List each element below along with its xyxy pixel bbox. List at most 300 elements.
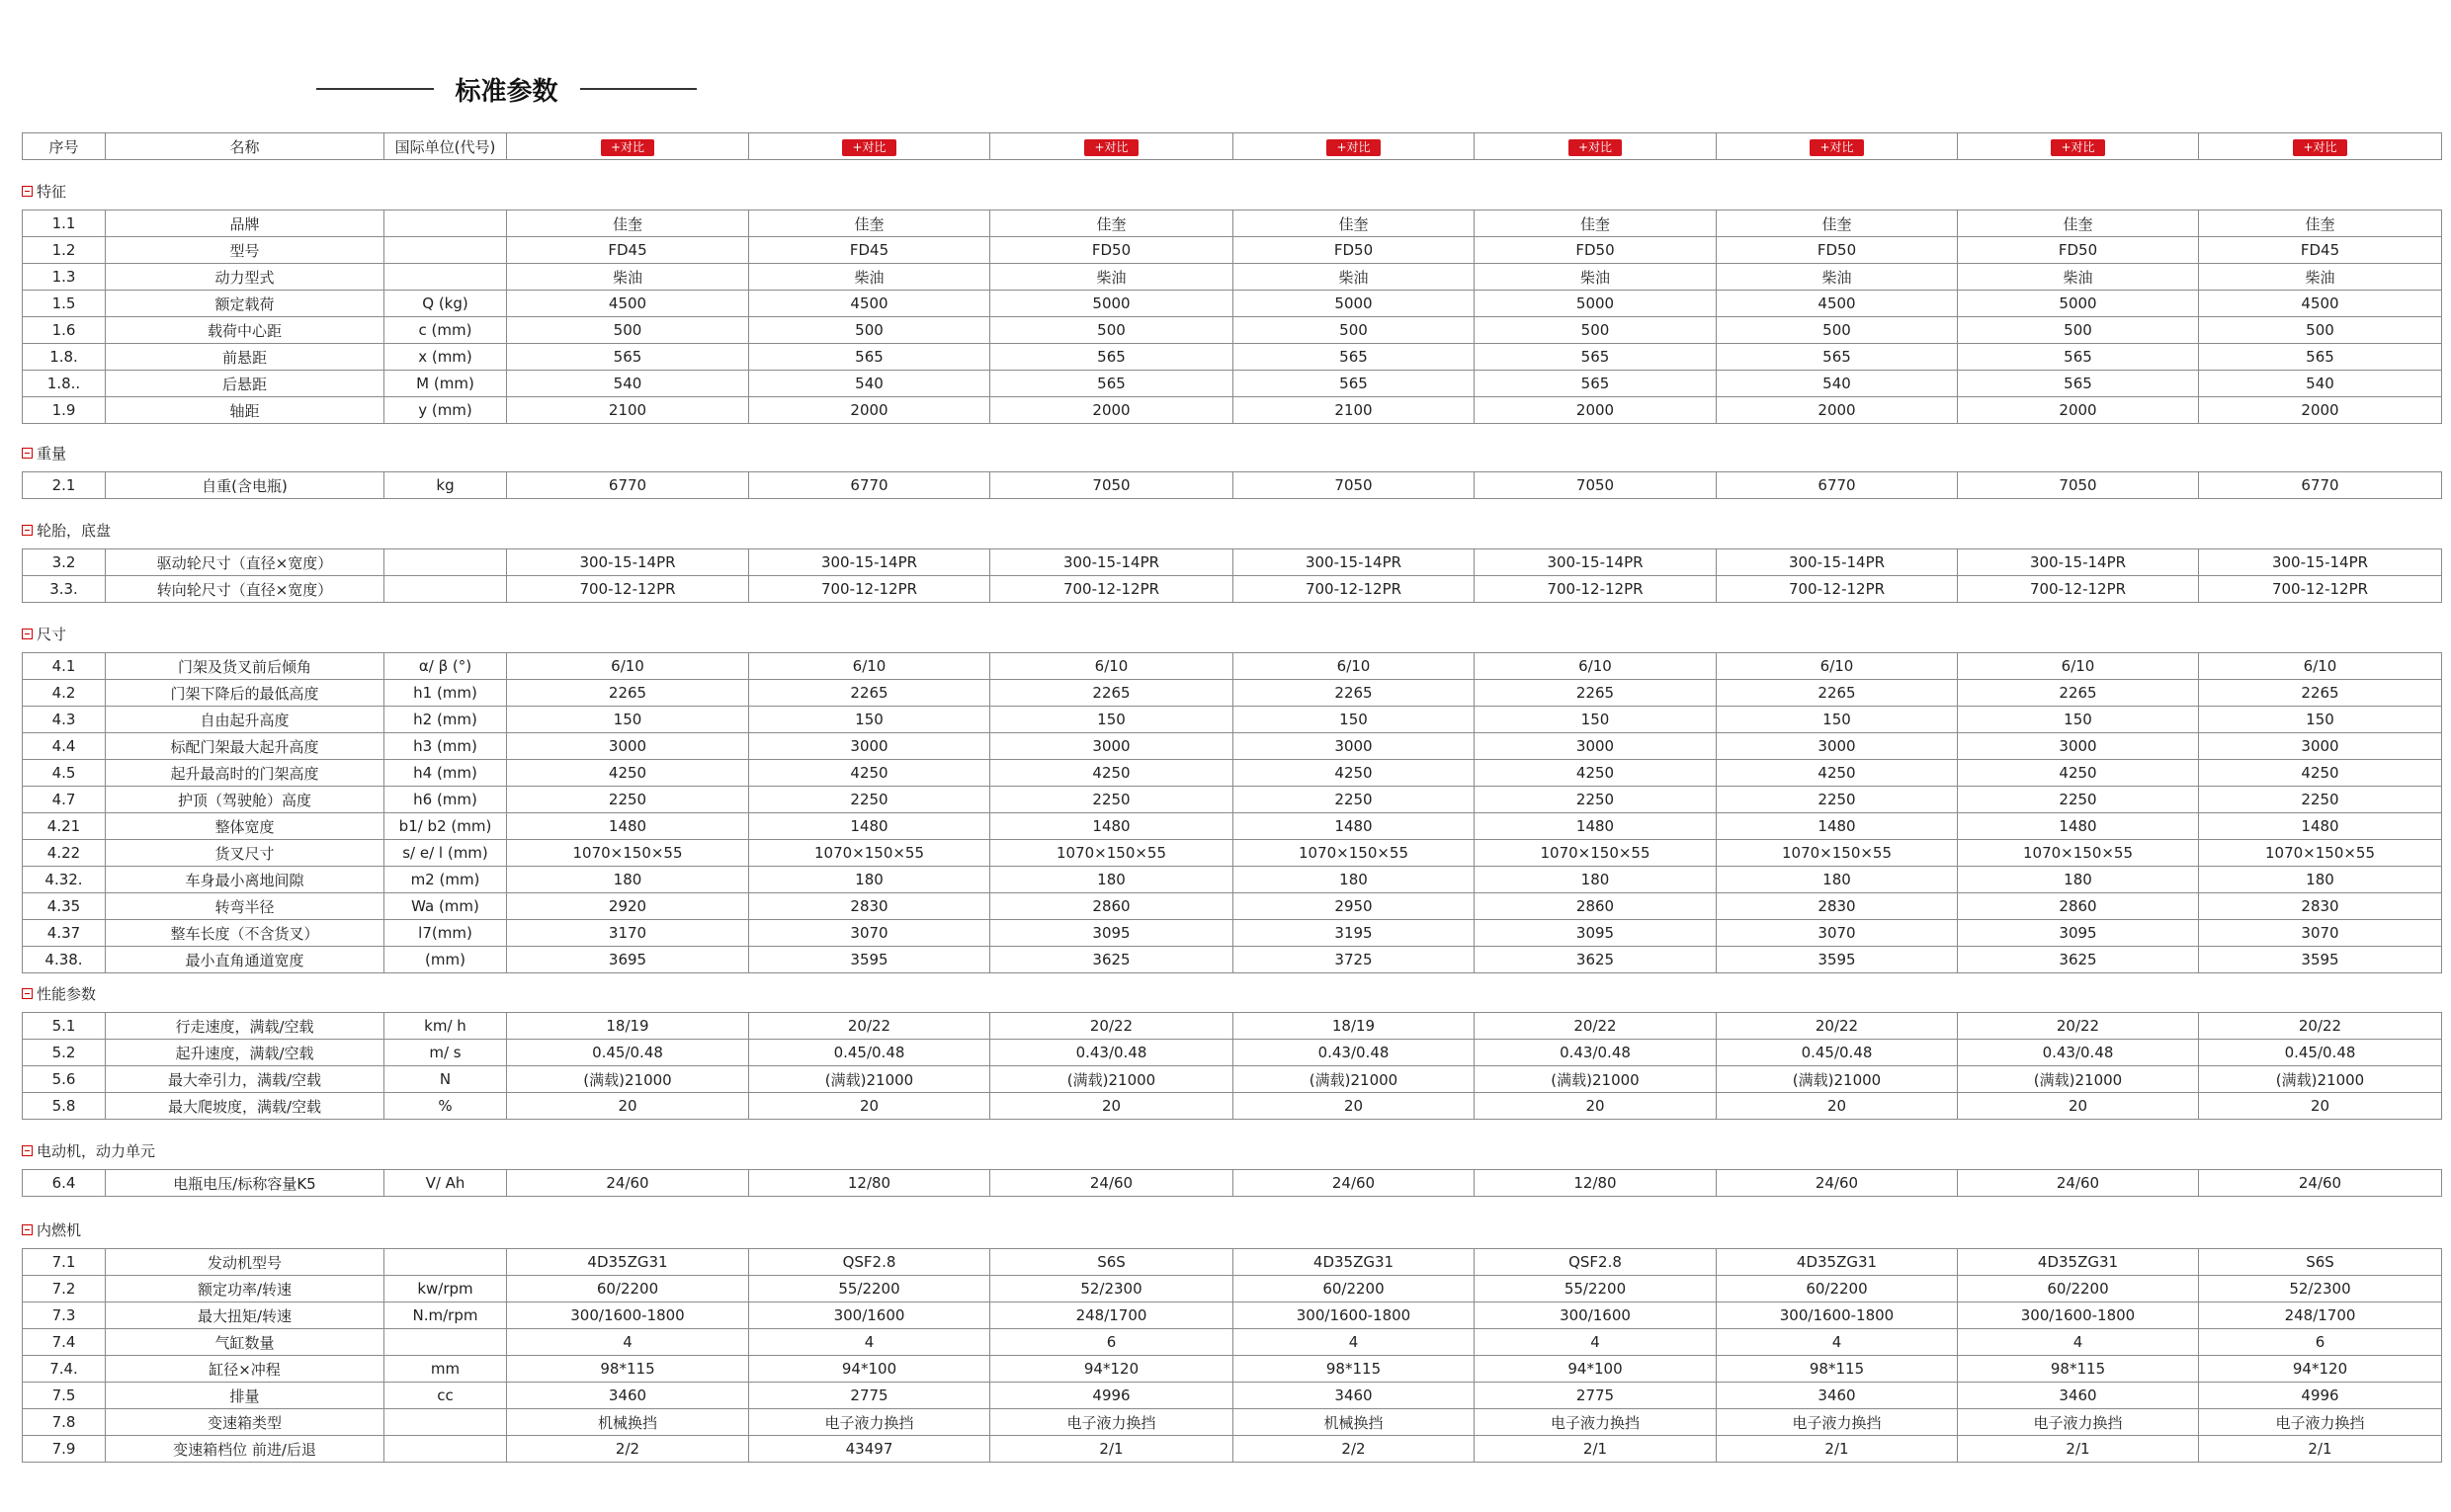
value-cell: 540 — [2199, 371, 2442, 397]
value-cell: 4996 — [990, 1383, 1233, 1409]
value-cell: 150 — [2199, 707, 2442, 733]
spec-table — [22, 1012, 2442, 1120]
section-table-block — [22, 210, 2429, 424]
collapse-icon[interactable] — [22, 525, 33, 536]
value-cell: 94*120 — [2199, 1356, 2442, 1383]
row-name: 货叉尺寸 — [106, 840, 384, 867]
collapse-icon[interactable] — [22, 1145, 33, 1156]
row-number: 5.6 — [23, 1066, 106, 1093]
compare-button[interactable]: +对比 — [842, 139, 895, 156]
value-cell: 3460 — [1233, 1383, 1475, 1409]
spec-table — [22, 210, 2442, 424]
row-name: 动力型式 — [106, 264, 384, 291]
row-unit: x (mm) — [384, 344, 507, 371]
value-cell: 2250 — [1717, 787, 1958, 813]
value-cell: S6S — [2199, 1249, 2442, 1276]
value-cell: 6/10 — [1717, 653, 1958, 680]
row-unit: h4 (mm) — [384, 760, 507, 787]
value-cell: 2250 — [1233, 787, 1475, 813]
section-label: 内燃机 — [37, 1220, 82, 1239]
value-cell: 3460 — [507, 1383, 749, 1409]
row-unit: N — [384, 1066, 507, 1093]
value-cell: 20 — [507, 1093, 749, 1120]
spec-table — [22, 1248, 2442, 1463]
value-cell: 1070×150×55 — [1233, 840, 1475, 867]
value-cell: 20 — [1717, 1093, 1958, 1120]
table-row — [23, 653, 2442, 680]
value-cell: 3000 — [1717, 733, 1958, 760]
value-cell: 佳奎 — [1475, 210, 1717, 237]
table-row — [23, 291, 2442, 317]
value-cell: FD50 — [1717, 237, 1958, 264]
value-cell: 柴油 — [1958, 264, 2199, 291]
value-cell: 6/10 — [990, 653, 1233, 680]
value-cell: 佳奎 — [1233, 210, 1475, 237]
value-cell: 60/2200 — [1958, 1276, 2199, 1302]
value-cell: 565 — [507, 344, 749, 371]
row-unit: h6 (mm) — [384, 787, 507, 813]
col-header-no: 序号 — [23, 133, 106, 160]
value-cell: 佳奎 — [2199, 210, 2442, 237]
value-cell: 300-15-14PR — [990, 549, 1233, 576]
table-row — [23, 867, 2442, 893]
table-row — [23, 1276, 2442, 1302]
value-cell: 18/19 — [507, 1013, 749, 1040]
value-cell: 0.43/0.48 — [990, 1040, 1233, 1066]
value-cell: 3625 — [1958, 947, 2199, 973]
value-cell: (满载)21000 — [990, 1066, 1233, 1093]
row-unit: M (mm) — [384, 371, 507, 397]
value-cell: 2830 — [2199, 893, 2442, 920]
row-unit — [384, 549, 507, 576]
value-cell: 500 — [1958, 317, 2199, 344]
value-cell: 12/80 — [749, 1170, 990, 1197]
row-unit: c (mm) — [384, 317, 507, 344]
compare-button[interactable]: +对比 — [2293, 139, 2346, 156]
row-unit: cc — [384, 1383, 507, 1409]
value-cell: 540 — [1717, 371, 1958, 397]
col-header-unit: 国际单位(代号) — [384, 133, 507, 160]
section-header[interactable] — [22, 519, 111, 541]
row-unit — [384, 576, 507, 603]
value-cell: 6 — [2199, 1329, 2442, 1356]
section-header[interactable] — [22, 1139, 155, 1161]
value-cell: 700-12-12PR — [1958, 576, 2199, 603]
row-name: 额定载荷 — [106, 291, 384, 317]
table-row — [23, 1409, 2442, 1436]
value-cell: 3460 — [1958, 1383, 2199, 1409]
value-cell: 2/1 — [1958, 1436, 2199, 1463]
value-cell: 5000 — [1958, 291, 2199, 317]
value-cell: 1480 — [1717, 813, 1958, 840]
value-cell: 60/2200 — [1233, 1276, 1475, 1302]
compare-cell — [2199, 133, 2442, 160]
row-name: 起升速度，满载/空载 — [106, 1040, 384, 1066]
value-cell: 300-15-14PR — [1958, 549, 2199, 576]
value-cell: 300/1600-1800 — [1717, 1302, 1958, 1329]
row-name: 转弯半径 — [106, 893, 384, 920]
row-unit — [384, 1436, 507, 1463]
value-cell: 300/1600-1800 — [507, 1302, 749, 1329]
row-number: 7.1 — [23, 1249, 106, 1276]
section-label: 尺寸 — [37, 625, 67, 643]
row-name: 自由起升高度 — [106, 707, 384, 733]
value-cell: 1070×150×55 — [2199, 840, 2442, 867]
value-cell: 565 — [990, 344, 1233, 371]
row-unit — [384, 210, 507, 237]
value-cell: 565 — [1233, 344, 1475, 371]
row-number: 1.9 — [23, 397, 106, 424]
value-cell: (满载)21000 — [2199, 1066, 2442, 1093]
collapse-icon[interactable] — [22, 629, 33, 639]
header-table — [22, 132, 2442, 160]
row-name: 标配门架最大起升高度 — [106, 733, 384, 760]
value-cell: 1480 — [2199, 813, 2442, 840]
value-cell: 180 — [1717, 867, 1958, 893]
section-header[interactable] — [22, 1218, 81, 1240]
value-cell: (满载)21000 — [507, 1066, 749, 1093]
value-cell: 180 — [749, 867, 990, 893]
row-number: 1.6 — [23, 317, 106, 344]
value-cell: 2860 — [990, 893, 1233, 920]
value-cell: 565 — [1958, 371, 2199, 397]
row-unit: Q (kg) — [384, 291, 507, 317]
row-name: 排量 — [106, 1383, 384, 1409]
value-cell: 0.43/0.48 — [1958, 1040, 2199, 1066]
collapse-icon[interactable] — [22, 988, 33, 999]
value-cell: FD45 — [507, 237, 749, 264]
value-cell: 1070×150×55 — [990, 840, 1233, 867]
row-number: 5.2 — [23, 1040, 106, 1066]
value-cell: 20 — [1958, 1093, 2199, 1120]
section-header[interactable] — [22, 982, 96, 1004]
value-cell: 180 — [507, 867, 749, 893]
value-cell: 4 — [1717, 1329, 1958, 1356]
compare-button[interactable]: +对比 — [1326, 139, 1380, 156]
row-unit: α/ β (°) — [384, 653, 507, 680]
value-cell: 1480 — [990, 813, 1233, 840]
value-cell: 20/22 — [1475, 1013, 1717, 1040]
compare-button[interactable]: +对比 — [1084, 139, 1138, 156]
row-name: 车身最小离地间隙 — [106, 867, 384, 893]
value-cell: 180 — [1958, 867, 2199, 893]
title-left-rule — [316, 88, 434, 90]
compare-cell — [749, 133, 990, 160]
value-cell: 24/60 — [1958, 1170, 2199, 1197]
value-cell: 20/22 — [2199, 1013, 2442, 1040]
spec-table — [22, 1169, 2442, 1197]
collapse-icon[interactable] — [22, 448, 33, 459]
value-cell: 3095 — [1958, 920, 2199, 947]
value-cell: 佳奎 — [1717, 210, 1958, 237]
row-number: 3.2 — [23, 549, 106, 576]
row-number: 4.38. — [23, 947, 106, 973]
value-cell: 24/60 — [1717, 1170, 1958, 1197]
spec-table — [22, 652, 2442, 973]
value-cell: 4 — [1475, 1329, 1717, 1356]
value-cell: 2775 — [1475, 1383, 1717, 1409]
section-header[interactable] — [22, 442, 66, 463]
header-table-block — [22, 132, 2429, 160]
value-cell: 3000 — [1233, 733, 1475, 760]
value-cell: 3000 — [1958, 733, 2199, 760]
row-unit: m2 (mm) — [384, 867, 507, 893]
value-cell: 700-12-12PR — [990, 576, 1233, 603]
value-cell: 565 — [749, 344, 990, 371]
value-cell: 540 — [507, 371, 749, 397]
value-cell: 565 — [1475, 344, 1717, 371]
row-number: 6.4 — [23, 1170, 106, 1197]
value-cell: 20 — [1475, 1093, 1717, 1120]
value-cell: 300-15-14PR — [2199, 549, 2442, 576]
value-cell: 3625 — [990, 947, 1233, 973]
row-unit: (mm) — [384, 947, 507, 973]
row-number: 1.5 — [23, 291, 106, 317]
value-cell: 佳奎 — [749, 210, 990, 237]
value-cell: 3000 — [2199, 733, 2442, 760]
value-cell: 565 — [1717, 344, 1958, 371]
row-name: 整车长度（不含货叉） — [106, 920, 384, 947]
row-number: 1.1 — [23, 210, 106, 237]
value-cell: FD50 — [1233, 237, 1475, 264]
value-cell: 7050 — [1233, 472, 1475, 499]
value-cell: FD50 — [1958, 237, 2199, 264]
value-cell: 3070 — [749, 920, 990, 947]
row-number: 5.1 — [23, 1013, 106, 1040]
value-cell: 4D35ZG31 — [1233, 1249, 1475, 1276]
row-unit: kg — [384, 472, 507, 499]
value-cell: 3595 — [1717, 947, 1958, 973]
section-label: 轮胎，底盘 — [37, 521, 112, 540]
value-cell: 20 — [990, 1093, 1233, 1120]
table-row — [23, 549, 2442, 576]
value-cell: 5000 — [1475, 291, 1717, 317]
value-cell: 0.45/0.48 — [2199, 1040, 2442, 1066]
section-header[interactable] — [22, 623, 66, 644]
row-name: 起升最高时的门架高度 — [106, 760, 384, 787]
value-cell: 3725 — [1233, 947, 1475, 973]
value-cell: 2250 — [990, 787, 1233, 813]
value-cell: FD50 — [990, 237, 1233, 264]
value-cell: 20 — [1233, 1093, 1475, 1120]
section-table-block — [22, 1248, 2429, 1463]
value-cell: 2265 — [749, 680, 990, 707]
value-cell: 2/1 — [1475, 1436, 1717, 1463]
row-number: 7.5 — [23, 1383, 106, 1409]
value-cell: 1480 — [507, 813, 749, 840]
value-cell: 565 — [1958, 344, 2199, 371]
value-cell: 2250 — [507, 787, 749, 813]
row-name: 气缸数量 — [106, 1329, 384, 1356]
table-row — [23, 893, 2442, 920]
value-cell: 2250 — [1475, 787, 1717, 813]
value-cell: 300/1600 — [1475, 1302, 1717, 1329]
value-cell: 565 — [990, 371, 1233, 397]
row-number: 4.2 — [23, 680, 106, 707]
section-table-block — [22, 1169, 2429, 1197]
row-name: 轴距 — [106, 397, 384, 424]
row-unit: l7(mm) — [384, 920, 507, 947]
value-cell: 2860 — [1475, 893, 1717, 920]
value-cell: 4250 — [2199, 760, 2442, 787]
value-cell: 7050 — [1475, 472, 1717, 499]
collapse-icon[interactable] — [22, 186, 33, 197]
row-number: 7.4. — [23, 1356, 106, 1383]
value-cell: 4250 — [1717, 760, 1958, 787]
row-number: 4.1 — [23, 653, 106, 680]
section-label: 性能参数 — [37, 984, 97, 1003]
section-table-block — [22, 652, 2429, 973]
value-cell: 4250 — [507, 760, 749, 787]
value-cell: 1070×150×55 — [1717, 840, 1958, 867]
value-cell: 6770 — [1717, 472, 1958, 499]
value-cell: 0.45/0.48 — [1717, 1040, 1958, 1066]
row-unit: mm — [384, 1356, 507, 1383]
value-cell: 2/1 — [990, 1436, 1233, 1463]
value-cell: 6/10 — [507, 653, 749, 680]
value-cell: 机械换挡 — [507, 1409, 749, 1436]
value-cell: 248/1700 — [990, 1302, 1233, 1329]
value-cell: 2000 — [1717, 397, 1958, 424]
row-unit — [384, 1329, 507, 1356]
value-cell: 3070 — [1717, 920, 1958, 947]
value-cell: 2860 — [1958, 893, 2199, 920]
value-cell: 2950 — [1233, 893, 1475, 920]
row-name: 缸径×冲程 — [106, 1356, 384, 1383]
value-cell: 2/2 — [507, 1436, 749, 1463]
section-table-block — [22, 548, 2429, 603]
row-name: 后悬距 — [106, 371, 384, 397]
value-cell: 4250 — [1958, 760, 2199, 787]
value-cell: 4500 — [749, 291, 990, 317]
value-cell: 柴油 — [2199, 264, 2442, 291]
compare-cell — [990, 133, 1233, 160]
value-cell: 300-15-14PR — [1233, 549, 1475, 576]
value-cell: QSF2.8 — [749, 1249, 990, 1276]
row-name: 最小直角通道宽度 — [106, 947, 384, 973]
value-cell: 3695 — [507, 947, 749, 973]
row-number: 7.2 — [23, 1276, 106, 1302]
value-cell: 柴油 — [507, 264, 749, 291]
compare-cell — [1717, 133, 1958, 160]
value-cell: 20 — [749, 1093, 990, 1120]
row-number: 7.4 — [23, 1329, 106, 1356]
table-row — [23, 264, 2442, 291]
value-cell: 565 — [2199, 344, 2442, 371]
value-cell: 24/60 — [990, 1170, 1233, 1197]
value-cell: 柴油 — [1717, 264, 1958, 291]
row-number: 1.8. — [23, 344, 106, 371]
value-cell: 12/80 — [1475, 1170, 1717, 1197]
table-row — [23, 344, 2442, 371]
table-row — [23, 576, 2442, 603]
value-cell: 24/60 — [1233, 1170, 1475, 1197]
value-cell: 4250 — [1475, 760, 1717, 787]
value-cell: 2265 — [1475, 680, 1717, 707]
value-cell: 4250 — [990, 760, 1233, 787]
row-unit: h1 (mm) — [384, 680, 507, 707]
row-number: 7.3 — [23, 1302, 106, 1329]
compare-button[interactable]: +对比 — [1810, 139, 1863, 156]
value-cell: 98*115 — [1717, 1356, 1958, 1383]
value-cell: 0.43/0.48 — [1475, 1040, 1717, 1066]
value-cell: 18/19 — [1233, 1013, 1475, 1040]
row-number: 4.37 — [23, 920, 106, 947]
row-name: 前悬距 — [106, 344, 384, 371]
value-cell: 4D35ZG31 — [1717, 1249, 1958, 1276]
row-number: 3.3. — [23, 576, 106, 603]
value-cell: 0.43/0.48 — [1233, 1040, 1475, 1066]
section-label: 重量 — [37, 444, 67, 462]
value-cell: 3000 — [749, 733, 990, 760]
value-cell: 150 — [1717, 707, 1958, 733]
value-cell: 20/22 — [1958, 1013, 2199, 1040]
compare-button[interactable]: +对比 — [1568, 139, 1622, 156]
section-table-block — [22, 471, 2429, 499]
value-cell: 20/22 — [749, 1013, 990, 1040]
value-cell: FD45 — [2199, 237, 2442, 264]
value-cell: 5000 — [1233, 291, 1475, 317]
compare-button[interactable]: +对比 — [601, 139, 654, 156]
value-cell: 500 — [1475, 317, 1717, 344]
table-row — [23, 1249, 2442, 1276]
compare-button[interactable]: +对比 — [2051, 139, 2104, 156]
value-cell: 柴油 — [1233, 264, 1475, 291]
value-cell: 500 — [990, 317, 1233, 344]
value-cell: 2250 — [2199, 787, 2442, 813]
row-name: 发动机型号 — [106, 1249, 384, 1276]
value-cell: 60/2200 — [1717, 1276, 1958, 1302]
row-unit: y (mm) — [384, 397, 507, 424]
value-cell: 1070×150×55 — [749, 840, 990, 867]
page-title: 标准参数 — [455, 76, 558, 107]
value-cell: 6/10 — [1958, 653, 2199, 680]
value-cell: 4 — [1958, 1329, 2199, 1356]
row-unit: h3 (mm) — [384, 733, 507, 760]
value-cell: 24/60 — [2199, 1170, 2442, 1197]
row-name: 整体宽度 — [106, 813, 384, 840]
row-name: 护顶（驾驶舱）高度 — [106, 787, 384, 813]
value-cell: 180 — [2199, 867, 2442, 893]
value-cell: 700-12-12PR — [2199, 576, 2442, 603]
table-row — [23, 397, 2442, 424]
value-cell: 3195 — [1233, 920, 1475, 947]
section-label: 特征 — [37, 182, 67, 201]
row-name: 最大牵引力，满载/空载 — [106, 1066, 384, 1093]
value-cell: 150 — [749, 707, 990, 733]
table-row — [23, 680, 2442, 707]
value-cell: 3595 — [749, 947, 990, 973]
row-number: 4.35 — [23, 893, 106, 920]
value-cell: 4D35ZG31 — [1958, 1249, 2199, 1276]
value-cell: 1480 — [1958, 813, 2199, 840]
value-cell: (满载)21000 — [1233, 1066, 1475, 1093]
section-header[interactable] — [22, 180, 66, 202]
value-cell: 7050 — [1958, 472, 2199, 499]
page-title-block — [316, 65, 697, 113]
table-row — [23, 947, 2442, 973]
collapse-icon[interactable] — [22, 1224, 33, 1235]
table-row — [23, 920, 2442, 947]
title-right-rule — [580, 88, 698, 90]
table-row — [23, 707, 2442, 733]
row-name: 驱动轮尺寸（直径×宽度） — [106, 549, 384, 576]
value-cell: 电子液力换挡 — [749, 1409, 990, 1436]
value-cell: 电子液力换挡 — [2199, 1409, 2442, 1436]
row-name: 最大爬坡度，满载/空载 — [106, 1093, 384, 1120]
value-cell: 248/1700 — [2199, 1302, 2442, 1329]
value-cell: 6/10 — [2199, 653, 2442, 680]
